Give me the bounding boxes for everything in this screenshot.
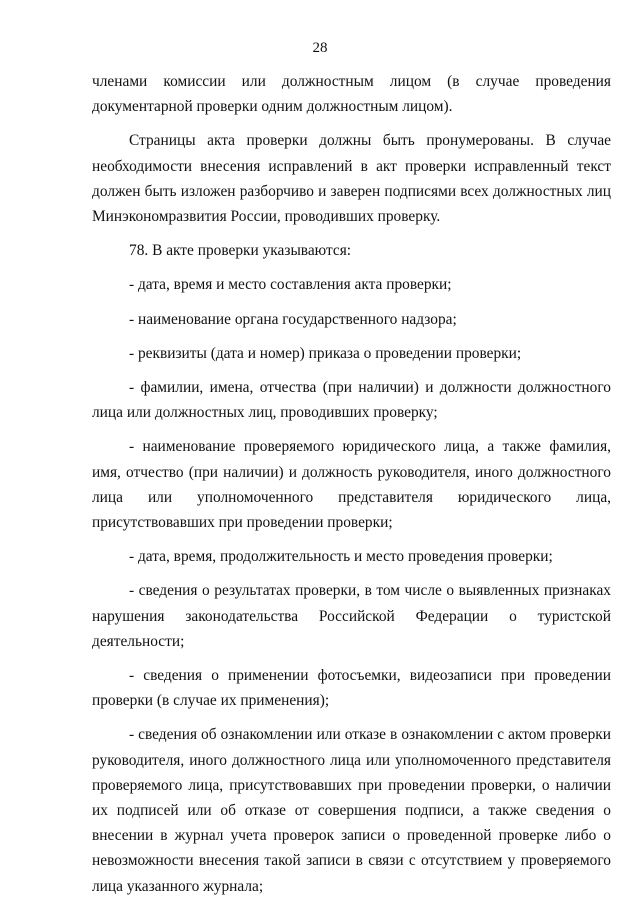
- document-body: [92, 69, 611, 899]
- list-item: - дата, время, продолжительность и место проведения проверки;: [129, 548, 553, 566]
- list-item: - сведения о применении фотосъемки, видеозаписи при проведении проверки (в случае их применения);: [92, 667, 611, 710]
- list-item: - фамилии, имена, отчества (при наличии) и должности должностного лица или должностных лиц, проводивших проверку;: [92, 379, 611, 422]
- paragraph: членами комиссии или должностным лицом (в случае проведения документарной проверки одним должностным лицом).: [92, 73, 611, 116]
- page-number: 28: [312, 40, 328, 56]
- list-item: - сведения о результатах проверки, в том числе о выявленных признаках нарушения законодательства Российской Федерации о туристской деятельности;: [92, 582, 611, 650]
- list-item: - сведения об ознакомлении или отказе в ознакомлении с актом проверки руководителя, иного должностного лица или уполномоченного представителя проверяемого лица, присутствовавших при проведении проверки, о наличии их подписей или об отказе от совершения подписи, а также сведения о внесении в журнал учета проверок записи о проведенной проверке либо о невозможности внесения такой записи в связи с отсутствием у проверяемого лица указанного журнала;: [92, 726, 611, 895]
- list-item: - дата, время и место составления акта проверки;: [129, 276, 452, 294]
- paragraph: 78. В акте проверки указываются:: [129, 242, 352, 260]
- list-item: - наименование проверяемого юридического лица, а также фамилия, имя, отчество (при наличии) и должность руководителя, иного должностного лица или уполномоченного представителя юридического лица, присутствовавших при проведении проверки;: [92, 438, 611, 532]
- list-item: - наименование органа государственного надзора;: [129, 310, 457, 328]
- paragraph: Страницы акта проверки должны быть пронумерованы. В случае необходимости внесения исправлений в акт проверки исправленный текст должен быть изложен разборчиво и заверен подписями всех должностных лиц Минэкономразвития России, проводивших проверку.: [92, 132, 611, 226]
- list-item: - реквизиты (дата и номер) приказа о проведении проверки;: [129, 344, 522, 362]
